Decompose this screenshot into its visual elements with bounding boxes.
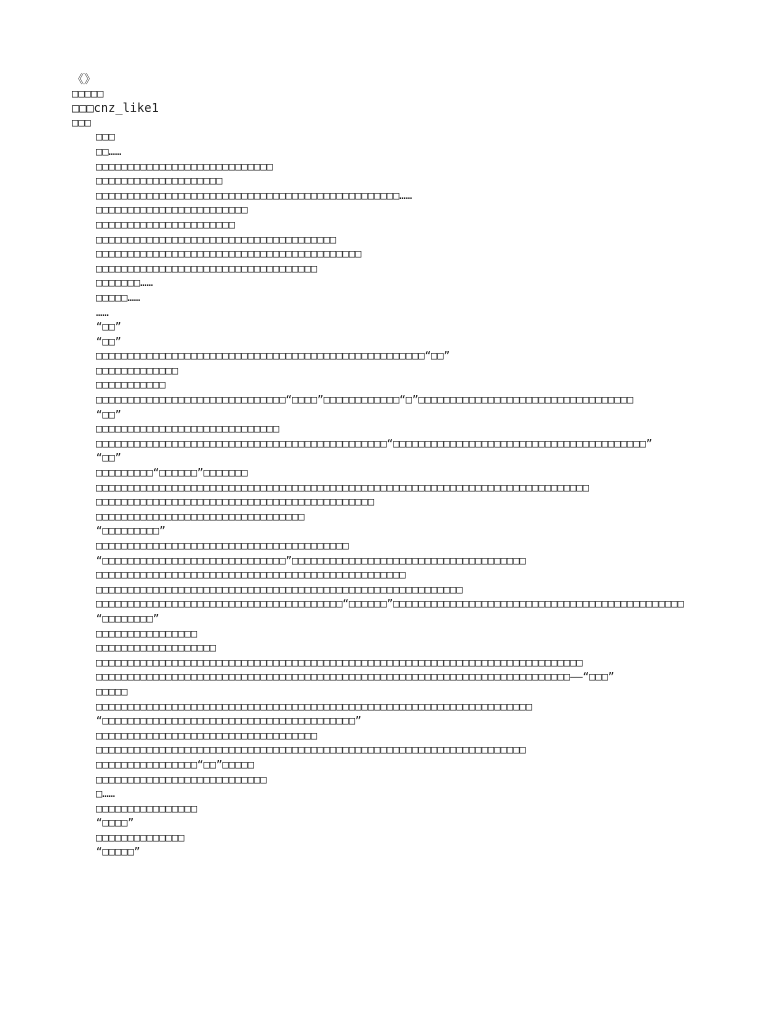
paragraph: □□□□□□□□□□□□□□□□□□□□□□□□□□□□□□□□□□□□□□□□□□□□□□□□□□□□□□□□□□: [96, 583, 463, 596]
paragraph: “□□”: [96, 335, 122, 348]
paragraph: □□□□□……: [96, 291, 141, 304]
paragraph: □□□□□□□□□□□□□□□□□□□□□□□□□□□□□□□□□□□□□□□□□□□□□□□□□: [96, 569, 406, 582]
paragraph: □□□□□□□□□□□□□□□□□□□□□□□□□□□□□□□□□□□□□□□□□□□□□□□□□□□□“□□”: [96, 350, 451, 363]
paragraph: □□□□□□□□□□□□□□□□“□□”□□□□□: [96, 758, 255, 771]
paragraph: “□□□□□□□□”: [96, 612, 160, 625]
paragraph: “□□□□□□□□□□□□□□□□□□□□□□□□□□□□□□□□□□□□□□□□”: [96, 715, 362, 728]
paragraph: □□□□□□□□□□□□□□□□□□□□□□□□□□□□□□□□□: [96, 510, 305, 523]
paragraph: □……: [96, 788, 115, 801]
paragraph: □□□□□□□□□□□□□□: [96, 831, 185, 844]
paragraph: “□□”: [96, 452, 122, 465]
paragraph: □□□□□□□□□□□□□□□□□□□□□□□□□□□□□□□□□□□□□□: [96, 233, 337, 246]
paragraph: □□□□□□□□□□□□□□□□□□□□□□□□□□□□: [96, 160, 274, 173]
paragraph: □□□□□□□□□□□□□□□□□□□□□□□□□□□□□□□□□□□□□□□“□□□□□□”□□□□□□□□□□□□□□□□□□□□□□□□□□□□□□□□□□□□□□□□□□□□□□: [96, 598, 684, 611]
paragraph: □□□□□□□□□□□□□□□□□□□□□□□□□□□□□□□□□□□□□□□□□□□□□□□□……: [96, 189, 413, 202]
paragraph: □□□□□□□□□□□□□□□□□□□□□□□□□□□□□□□□□□□□□□□□□□□□□□□□□□□□□□□□□□□□□□□□□□□□□: [96, 700, 533, 713]
paragraph: □□□□□□□□□□□□□□□□□□□□□□□□□□□□□□□□□□□: [96, 729, 318, 742]
paragraph: “□□□□□□□□□”: [96, 525, 166, 538]
paragraph: □□□□□□□□□□□□□□□□□□□□□□□□□□□□□□□□□□□□□□□□□□□□□□□□□□□□□□□□□□□□□□□□□□□□: [96, 744, 526, 757]
paragraph: □□□□□□□□□□□□□□□□□□□□□□□□□□□□□□□□□□□□□□□□□□: [96, 248, 362, 261]
paragraph: □□□□□□□□□□□□□□□□□□□□□□□□□□□□□□“□□□□”□□□□□□□□□□□□“□”□□□□□□□□□□□□□□□□□□□□□□□□□□□□□□□□□□: [96, 394, 634, 407]
paragraph: □□□□□□□□□□□: [96, 379, 166, 392]
paragraph: □□□□□□□□□□□□□□□□□□□□□□□□□□□□□□□□□□□□□□□□□□□□: [96, 496, 375, 509]
paragraph: □□□□□□□□□□□□□□□□□□□□□□□□□□□□□: [96, 423, 280, 436]
paragraph: □□……: [96, 145, 122, 158]
paragraph: □□□□□□□□□“□□□□□□”□□□□□□□: [96, 467, 248, 480]
paragraph: □□□□□□□□□□□□□□□□□□□□□□□□□□□□□□□□□□□□□□□□□□□□□□□□□□□□□□□□□□□□□□□□□□□□□□□□□□□——“□□□”: [96, 671, 615, 684]
paragraph: ……: [96, 306, 109, 319]
paragraph: □□□□□□□□□□□□□□□□□□□□: [96, 175, 223, 188]
paragraph: □□□□□□□□□□□□□□□□□□□□□□□□□□□□□□□□□□□□□□□□□□□□□□“□□□□□□□□□□□□□□□□□□□□□□□□□□□□□□□□□□□□□□□□”: [96, 437, 653, 450]
paragraph: □□□: [96, 131, 115, 144]
paragraph: “□□□□”: [96, 817, 134, 830]
document-title: 《》: [72, 72, 97, 86]
paragraph: □□□□□: [96, 685, 128, 698]
document-author: □□□cnz_like1: [72, 101, 159, 116]
paragraph: “□□”: [96, 408, 122, 421]
paragraph: □□□□□□□□□□□□□□□□□□□□□□: [96, 218, 236, 231]
paragraph: □□□□□□□□□□□□□□□□□□□: [96, 642, 217, 655]
paragraph: □□□□□□□□□□□□□□□□□□□□□□□□□□□□□□□□□□□□□□□□: [96, 540, 349, 552]
paragraph: □□□□□□□□□□□□□□□□□□□□□□□□□□□□□□□□□□□: [96, 262, 318, 275]
paragraph: □□□□□□□□□□□□□□□□□□□□□□□□□□□□□□□□□□□□□□□□□□□□□□□□□□□□□□□□□□□□□□□□□□□□□□□□□□□□□: [96, 656, 583, 669]
paragraph: □□□□□□□□□□□□□□□□: [96, 802, 198, 815]
paragraph: □□□□□□□……: [96, 277, 153, 290]
chapter-heading: □□□: [72, 116, 91, 129]
paragraph: “□□□□□”: [96, 846, 141, 859]
paragraph: □□□□□□□□□□□□□□□□□□□□□□□□: [96, 204, 248, 217]
document-body: [72, 130, 708, 860]
paragraph: □□□□□□□□□□□□□□□□□□□□□□□□□□□□□□□□□□□□□□□□□□□□□□□□□□□□□□□□□□□□□□□□□□□□□□□□□□□□□□: [96, 481, 590, 494]
paragraph: □□□□□□□□□□□□□□□□: [96, 627, 198, 640]
paragraph: “□□□□□□□□□□□□□□□□□□□□□□□□□□□□□”□□□□□□□□□□□□□□□□□□□□□□□□□□□□□□□□□□□□□: [96, 554, 526, 567]
paragraph: □□□□□□□□□□□□□: [96, 364, 179, 377]
paragraph: □□□□□□□□□□□□□□□□□□□□□□□□□□□: [96, 773, 267, 786]
paragraph: “□□”: [96, 321, 122, 334]
document-subtitle: □□□□□: [72, 87, 104, 100]
